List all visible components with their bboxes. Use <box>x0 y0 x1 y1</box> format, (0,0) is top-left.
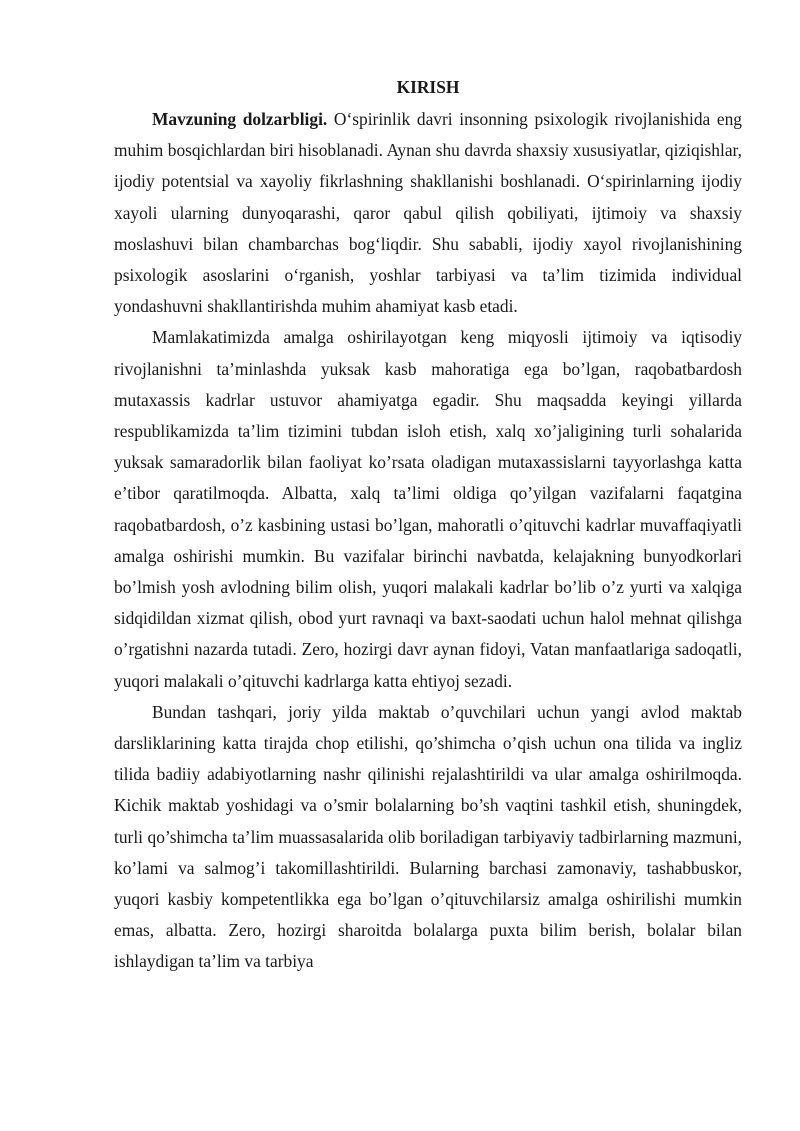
paragraph-national-development <box>114 322 742 696</box>
paragraph-text: O‘spirinlik davri insonning psixologik rivojlanishida eng muhim bosqichlardan biri hisoblanadi. Aynan shu davrda shaxsiy xususiyatlar, qiziqishlar, ijodiy potentsial va xayoliy fikrlashning shakllanishi boshlanadi. O‘spirinlarning ijodiy xayoli ularning dunyoqarashi, qaror qabul qilish qobiliyati, ijtimoiy va shaxsiy moslashuvi bilan chambarchas bog‘liqdir. Shu sababli, ijodiy xayol rivojlanishining psixologik asoslarini o‘rganish, yoshlar tarbiyasi va ta’lim tizimida individual yondashuvni shakllantirishda muhim ahamiyat kasb etadi. <box>114 109 742 317</box>
paragraph-relevance <box>114 104 742 322</box>
document-page <box>114 70 742 978</box>
paragraph-school-textbooks <box>114 697 742 978</box>
section-heading: KIRISH <box>396 77 460 97</box>
paragraph-text: Mamlakatimizda amalga oshirilayotgan keng miqyosli ijtimoiy va iqtisodiy rivojlanishni ta’minlashda yuksak kasb mahoratiga ega bo’lgan, raqobatbardosh mutaxassis kadrlar ustuvor ahamiyatga egadir. Shu maqsadda keyingi yillarda respublikamizda ta’lim tizimini tubdan isloh etish, xalq xo’jaligining turli sohalarida yuksak samaradorlik bilan faoliyat ko’rsata oladigan mutaxassislarni tayyorlashga katta e’tibor qaratilmoqda. Albatta, xalq ta’limi oldiga qo’yilgan vazifalarni faqatgina raqobatbardosh, o’z kasbining ustasi bo’lgan, mahoratli o’qituvchi kadrlar muvaffaqiyatli amalga oshirishi mumkin. Bu vazifalar birinchi navbatda, kelajakning bunyodkorlari bo’lmish yosh avlodning bilim olish, yuqori malakali kadrlar bo’lib o’z yurti va xalqiga sidqidildan xizmat qilish, obod yurt ravnaqi va baxt-saodati uchun halol mehnat qilishga o’rgatishni nazarda tutadi. Zero, hozirgi davr aynan fidoyi, Vatan manfaatlariga sadoqatli, yuqori malakali o’qituvchi kadrlarga katta ehtiyoj sezadi. <box>114 327 742 691</box>
paragraph-lead: Mavzuning dolzarbligi. <box>152 109 328 129</box>
paragraph-text: Bundan tashqari, joriy yilda maktab o’quvchilari uchun yangi avlod maktab darsliklarining katta tirajda chop etilishi, qo’shimcha o’qish uchun ona tilida va ingliz tilida badiiy adabiyotlarning nashr qilinishi rejalashtirildi va ular amalga oshirilmoqda. Kichik maktab yoshidagi va o’smir bolalarning bo’sh vaqtini tashkil etish, shuningdek, turli qo’shimcha ta’lim muassasalarida olib boriladigan tarbiyaviy tadbirlarning mazmuni, ko’lami va salmog’i takomillashtirildi. Bularning barchasi zamonaviy, tashabbuskor, yuqori kasbiy kompetentlikka ega bo’lgan o’qituvchilarsiz amalga oshirilishi mumkin emas, albatta. Zero, hozirgi sharoitda bolalarga puxta bilim berish, bolalar bilan ishlaydigan ta’lim va tarbiya <box>114 701 742 972</box>
